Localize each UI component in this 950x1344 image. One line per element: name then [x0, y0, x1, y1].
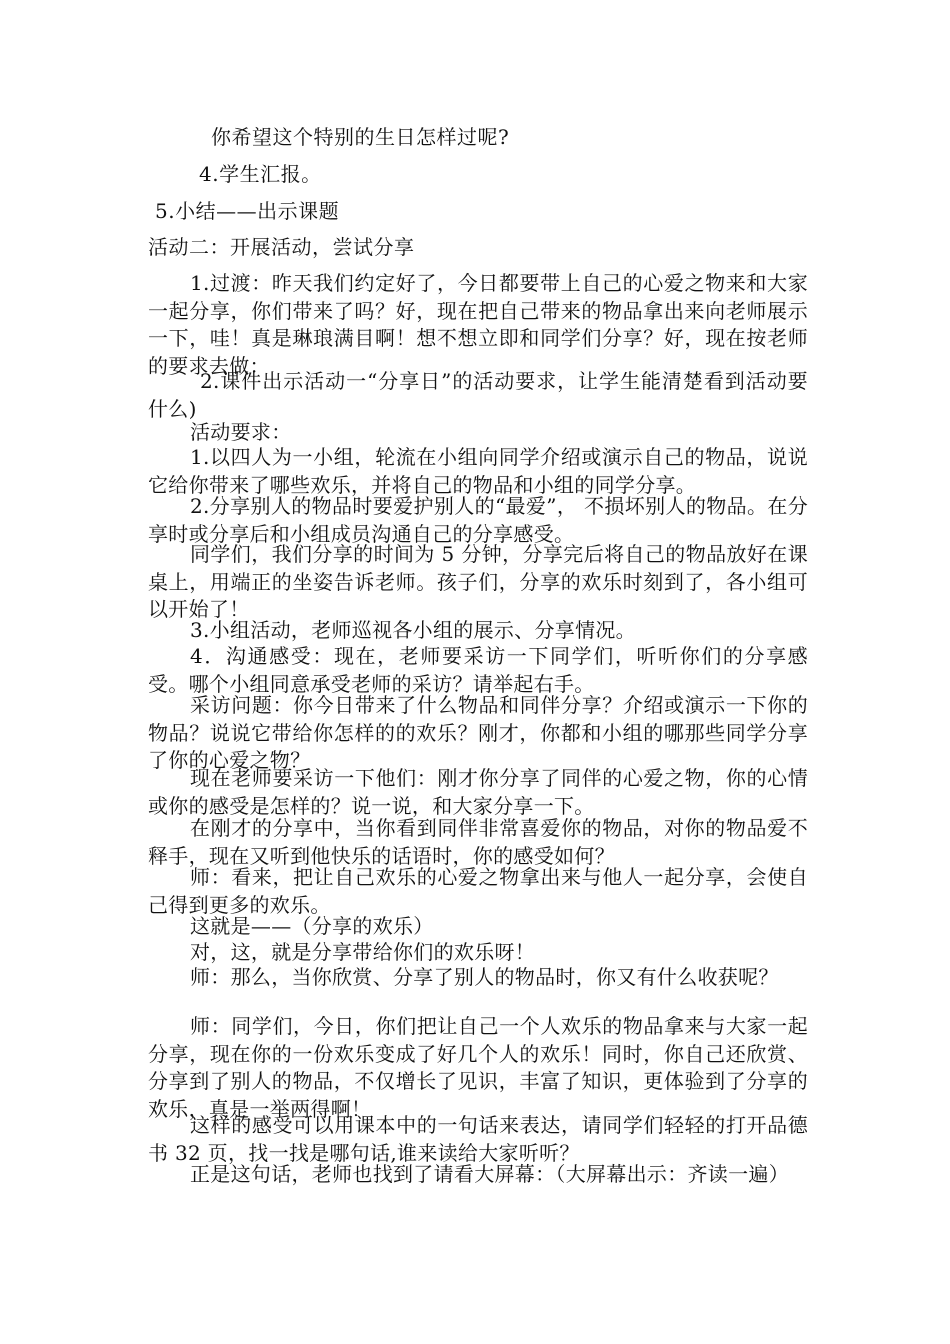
paragraph: 师：那么，当你欣赏、分享了别人的物品时，你又有什么收获呢？: [190, 965, 779, 989]
paragraph: 在刚才的分享中，当你看到同伴非常喜爱你的物品，对你的物品爱不释手，现在又听到他快乐的话语时，你的感受如何？: [148, 816, 808, 868]
paragraph: 活动要求：: [190, 420, 292, 444]
paragraph: 师：看来，把让自己欢乐的心爱之物拿出来与他人一起分享，会使自己得到更多的欢乐。: [148, 865, 808, 917]
section-heading: 活动二：开展活动，尝试分享: [148, 235, 415, 259]
paragraph: 4．沟通感受：现在，老师要采访一下同学们，听听你们的分享感受。哪个小组同意承受老师的采访？请举起右手。: [148, 644, 808, 696]
paragraph: 这就是——（分享的欢乐）: [190, 914, 434, 938]
paragraph: 师：同学们，今日，你们把让自己一个人欢乐的物品拿来与大家一起分享，现在你的一份欢乐变成了好几个人的欢乐！同时，你自己还欣赏、分享到了别人的物品，不仅增长了见识，丰富了知识，更体验到了分享的欢乐，真是一举两得啊！: [148, 1014, 808, 1121]
paragraph: 1.以四人为一小组，轮流在小组向同学介绍或演示自己的物品，说说它给你带来了哪些欢乐，并将自己的物品和小组的同学分享。: [148, 445, 808, 497]
paragraph: 正是这句话，老师也找到了请看大屏幕：（大屏幕出示：齐读一遍）: [190, 1162, 789, 1186]
paragraph: 1.过渡：昨天我们约定好了，今日都要带上自己的心爱之物来和大家一起分享，你们带来了吗？好，现在把自己带来的物品拿出来向老师展示一下，哇！真是琳琅满目啊！想不想立即和同学们分享？好，现在按老师的要求去做：: [148, 271, 808, 378]
step-4-line: 4.学生汇报。: [199, 162, 322, 186]
paragraph: 现在老师要采访一下他们：刚才你分享了同伴的心爱之物，你的心情或你的感受是怎样的？说一说，和大家分享一下。: [148, 766, 808, 818]
question-line: 你希望这个特别的生日怎样过呢?: [211, 125, 510, 149]
step-5-line: 5.小结——出示课题: [155, 199, 340, 223]
paragraph: 2.分享别人的物品时要爱护别人的“最爱”， 不损坏别人的物品。在分享时或分享后和小组成员沟通自己的分享感受。: [148, 494, 808, 546]
paragraph: 同学们，我们分享的时间为 5 分钟，分享完后将自己的物品放好在课桌上，用端正的坐姿告诉老师。孩子们，分享的欢乐时刻到了，各小组可以开始了！: [148, 542, 808, 622]
paragraph: 这样的感受可以用课本中的一句话来表达，请同学们轻轻的打开品德书 32 页，找一找是哪句话,谁来读给大家听听？: [148, 1113, 808, 1165]
paragraph: 采访问题：你今日带来了什么物品和同伴分享？介绍或演示一下你的物品？说说它带给你怎样的的欢乐？刚才，你都和小组的哪那些同学分享了你的心爱之物？: [148, 693, 808, 773]
paragraph: 3.小组活动，老师巡视各小组的展示、分享情况。: [190, 618, 636, 642]
paragraph: 2.课件出示活动一“分享日”的活动要求，让学生能清楚看到活动要什么): [148, 369, 808, 421]
paragraph: 对，这，就是分享带给你们的欢乐呀！: [190, 940, 536, 964]
